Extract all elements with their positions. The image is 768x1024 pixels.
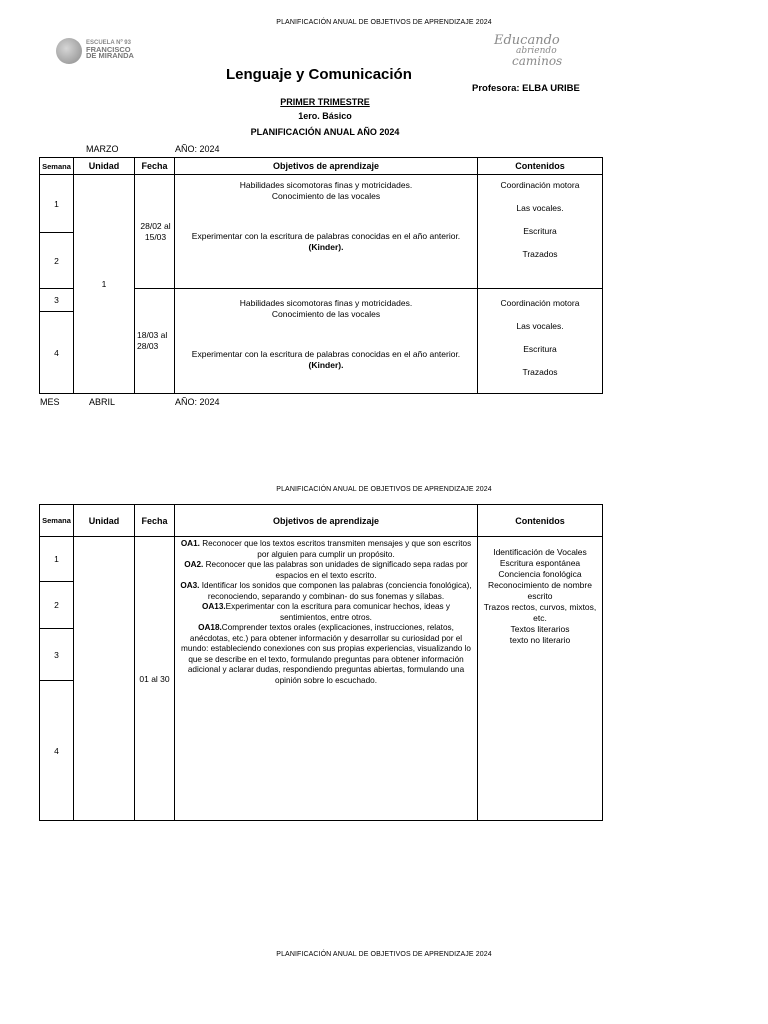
motto-line-2: abriendo: [516, 46, 557, 56]
col-header-objetivos: Objetivos de aprendizaje: [175, 505, 478, 537]
oa-code: OA1.: [180, 539, 200, 548]
motto-line-3: caminos: [512, 54, 563, 68]
week-cell: 1: [40, 537, 74, 582]
col-header-fecha: Fecha: [135, 158, 175, 175]
content-item: texto no literario: [509, 635, 571, 645]
content-item: Trazados: [522, 367, 558, 377]
content-item: Reconocimiento de nombre escrito: [488, 580, 592, 601]
content-item: Las vocales.: [516, 321, 564, 331]
objective-item: [175, 537, 477, 560]
content-item: Trazados: [522, 249, 558, 259]
week-cell: 2: [40, 233, 74, 289]
objetivos-cell: [175, 289, 478, 394]
content-item: Conciencia fonológica: [498, 569, 582, 579]
month-label-1: MARZO: [86, 144, 119, 154]
content-item: Las vocales.: [516, 203, 564, 213]
objective-item: [175, 623, 477, 686]
page-header-bottom: PLANIFICACIÓN ANUAL DE OBJETIVOS DE APRENDIZAJE 2024: [276, 951, 492, 958]
oa-text: Reconocer que los textos escritos transmiten mensajes y que son escritos por alguien para cumplir un propósito.: [199, 539, 472, 559]
year-label-2: AÑO: 2024: [175, 397, 220, 407]
fecha-cell: 01 al 30: [135, 537, 175, 821]
content-item: Textos literarios: [510, 624, 570, 634]
oa-code: OA18.: [198, 623, 222, 632]
page-header-top: PLANIFICACIÓN ANUAL DE OBJETIVOS DE APRENDIZAJE 2024: [276, 19, 492, 26]
obj-text: Habilidades sicomotoras finas y motricidades.: [239, 298, 413, 308]
col-header-contenidos: Contenidos: [478, 505, 603, 537]
oa-text: Reconocer que las palabras son unidades de significado sepa radas por espacios en el texto escrito.: [203, 560, 468, 580]
objective-item: [175, 581, 477, 602]
unidad-cell-empty: [74, 537, 135, 821]
contenidos-cell: [478, 537, 603, 821]
col-header-objetivos: Objetivos de aprendizaje: [175, 158, 478, 175]
oa-code: OA2.: [184, 560, 204, 569]
school-logo: [56, 36, 136, 64]
week-cell: 3: [40, 629, 74, 681]
logo-line-3: DE MIRANDA: [86, 51, 134, 60]
contenidos-cell: [478, 175, 603, 289]
objective-item: [175, 560, 477, 581]
obj-text: Conocimiento de las vocales: [271, 191, 381, 201]
april-plan-table: [39, 504, 603, 821]
teacher-name: Profesora: ELBA URIBE: [472, 83, 580, 94]
week-cell: 4: [40, 681, 74, 821]
oa-text: Comprender textos orales (explicaciones, instrucciones, relatos, anécdotas, etc.) para obtener información y desarrollar su curiosidad por el mundo: estableciendo conexiones con sus propias experiencias, visualizando lo que se describe en el texto, formulando preguntas para obtener información adicional y aclarar dudas, respondiendo preguntas abiertas, formulando una opinión sobre lo escuchado.: [181, 623, 471, 685]
col-header-unidad: Unidad: [74, 505, 135, 537]
level-label: 1ero. Básico: [298, 111, 352, 121]
col-header-contenidos: Contenidos: [478, 158, 603, 175]
contenidos-cell: [478, 289, 603, 394]
logo-line-1: ESCUELA Nº 93: [86, 40, 131, 46]
col-header-semana: Semana: [40, 158, 74, 175]
subject-title: Lenguaje y Comunicación: [226, 66, 412, 83]
logo-line-2: FRANCISCO: [86, 44, 131, 54]
trimester-label: PRIMER TRIMESTRE: [280, 97, 370, 107]
content-item: Identificación de Vocales: [493, 547, 587, 557]
obj-text: Conocimiento de las vocales: [271, 309, 381, 319]
content-item: Escritura espontánea: [499, 558, 581, 568]
obj-text: (Kinder).: [308, 360, 344, 370]
col-header-fecha: Fecha: [135, 505, 175, 537]
col-header-unidad: Unidad: [74, 158, 135, 175]
motto-line-1: Educando: [494, 33, 560, 48]
week-cell: 2: [40, 582, 74, 629]
content-item: Coordinación motora: [500, 298, 580, 308]
obj-text: Habilidades sicomotoras finas y motricidades.: [239, 180, 413, 190]
obj-text: (Kinder).: [308, 242, 344, 252]
content-item: Coordinación motora: [500, 180, 580, 190]
march-plan-table: [39, 157, 603, 394]
objective-item: [175, 602, 477, 623]
page-header-middle: PLANIFICACIÓN ANUAL DE OBJETIVOS DE APRENDIZAJE 2024: [276, 486, 492, 493]
motto-logo: [494, 33, 590, 68]
oa-text: Experimentar con la escritura para comunicar hechos, ideas y sentimientos, entre otros.: [225, 602, 451, 622]
unidad-cell: 1: [74, 175, 135, 394]
oa-text: Identificar los sonidos que componen las palabras (conciencia fonológica), reconociendo, separando y combinan- do sus fonemas y sílabas.: [199, 581, 472, 601]
week-cell: 1: [40, 175, 74, 233]
objetivos-cell: [175, 537, 478, 821]
objetivos-cell: [175, 175, 478, 289]
obj-text: Experimentar con la escritura de palabras conocidas en el año anterior.: [191, 349, 461, 359]
content-item: Trazos rectos, curvos, mixtos, etc.: [483, 602, 597, 623]
plan-title: PLANIFICACIÓN ANUAL AÑO 2024: [250, 127, 400, 137]
fecha-cell: 28/02 al 15/03: [135, 175, 175, 289]
oa-code: OA3.: [180, 581, 200, 590]
fecha-cell: 18/03 al 28/03: [135, 289, 175, 394]
content-item: Escritura: [523, 226, 557, 236]
mes-label: MES: [40, 397, 60, 407]
week-cell: 4: [40, 312, 74, 394]
week-cell: 3: [40, 289, 74, 312]
content-item: Escritura: [523, 344, 557, 354]
oa-code: OA13.: [201, 602, 226, 611]
month-label-2: ABRIL: [89, 397, 116, 407]
obj-text: Experimentar con la escritura de palabras conocidas en el año anterior.: [191, 231, 461, 241]
col-header-semana: Semana: [40, 505, 74, 537]
school-emblem-icon: [56, 38, 82, 64]
year-label-1: AÑO: 2024: [175, 144, 220, 154]
